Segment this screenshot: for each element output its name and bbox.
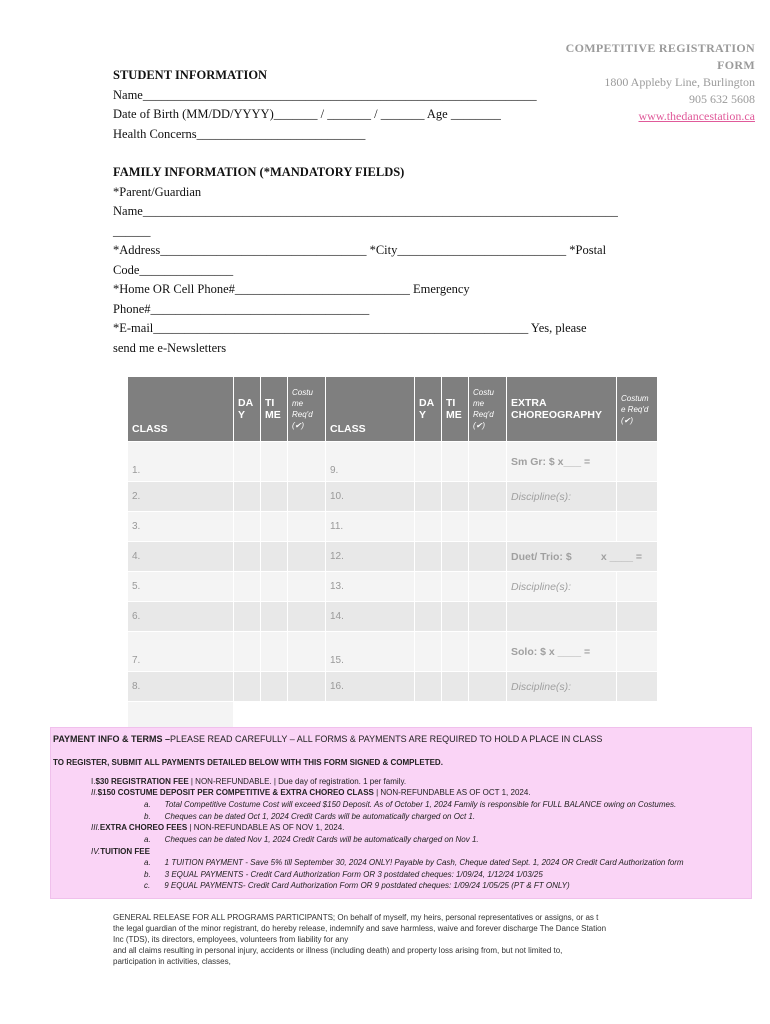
tuition-label: TUITION FEE xyxy=(100,847,150,856)
release-line: participation in activities, classes, xyxy=(113,957,231,966)
student-section xyxy=(113,66,537,144)
costume-cell[interactable] xyxy=(288,542,326,572)
sub-letter: b. xyxy=(144,870,151,879)
student-dob-field[interactable]: Date of Birth (MM/DD/YYYY)_______ / _______ / _______ Age ________ xyxy=(113,107,501,121)
sub-item-b xyxy=(144,812,475,821)
payment-title-line xyxy=(53,734,602,744)
col-class-2: CLASS xyxy=(326,377,415,442)
day-cell[interactable] xyxy=(415,632,442,672)
postal-code-field[interactable]: Code_______________ xyxy=(113,262,234,277)
class-cell[interactable]: 14. xyxy=(326,602,415,632)
email-field[interactable]: *E-mail____________________________________________________________ Yes, please xyxy=(113,321,587,335)
costume-cell[interactable] xyxy=(288,602,326,632)
time-cell[interactable] xyxy=(442,572,469,602)
table-row xyxy=(128,442,658,482)
extra-cell[interactable]: Discipline(s): xyxy=(507,672,617,702)
time-cell[interactable] xyxy=(261,672,288,702)
class-table xyxy=(127,376,658,732)
form-title: COMPETITIVE REGISTRATION xyxy=(565,41,755,55)
address-field[interactable]: *Address_________________________________ *City___________________________ *Postal xyxy=(113,243,607,257)
costume-cell[interactable] xyxy=(617,602,658,632)
costume-cell[interactable] xyxy=(288,632,326,672)
class-cell[interactable]: 12. xyxy=(326,542,415,572)
time-cell[interactable] xyxy=(261,512,288,542)
extra-choreo-detail: | NON-REFUNDABLE AS OF NOV 1, 2024. xyxy=(187,823,345,832)
extra-cell[interactable]: Discipline(s): xyxy=(507,482,617,512)
costume-deposit-line xyxy=(91,788,531,797)
class-cell[interactable]: 3. xyxy=(128,512,234,542)
table-row xyxy=(128,602,658,632)
day-cell[interactable] xyxy=(234,672,261,702)
costume-cell[interactable] xyxy=(469,672,507,702)
time-cell[interactable] xyxy=(442,632,469,672)
costume-deposit-label: $150 COSTUME DEPOSIT PER COMPETITIVE & EXTRA CHOREO CLASS xyxy=(97,788,374,797)
costume-cell[interactable] xyxy=(469,512,507,542)
release-line: and all claims resulting in personal injury, accidents or illness (including death) and property loss arising from, but not limited to, xyxy=(113,946,563,955)
time-cell[interactable] xyxy=(442,542,469,572)
time-cell[interactable] xyxy=(261,442,288,482)
class-cell[interactable]: 10. xyxy=(326,482,415,512)
table-row xyxy=(128,512,658,542)
sub-item-a xyxy=(144,835,479,844)
class-cell[interactable]: 15. xyxy=(326,632,415,672)
class-cell[interactable]: 2. xyxy=(128,482,234,512)
time-cell[interactable] xyxy=(261,632,288,672)
studio-website-link[interactable]: www.thedancestation.ca xyxy=(638,109,755,123)
costume-cell[interactable] xyxy=(288,442,326,482)
extra-cell[interactable] xyxy=(507,512,617,542)
table-header-row xyxy=(128,377,658,442)
time-cell[interactable] xyxy=(442,512,469,542)
day-cell[interactable] xyxy=(415,442,442,482)
col-costume: Costu me Req'd (✔) xyxy=(288,377,326,442)
day-cell[interactable] xyxy=(415,602,442,632)
col-day: DA Y xyxy=(234,377,261,442)
day-cell[interactable] xyxy=(415,572,442,602)
table-row xyxy=(128,572,658,602)
family-section xyxy=(113,163,618,358)
costume-cell[interactable] xyxy=(469,542,507,572)
class-cell[interactable]: 16. xyxy=(326,672,415,702)
costume-cell[interactable] xyxy=(469,572,507,602)
day-cell[interactable] xyxy=(415,512,442,542)
col-time: TI ME xyxy=(261,377,288,442)
costume-cell[interactable] xyxy=(617,442,658,482)
day-cell[interactable] xyxy=(234,442,261,482)
costume-cell[interactable] xyxy=(469,602,507,632)
tuition-line xyxy=(91,847,150,856)
form-title-2: FORM xyxy=(717,58,755,72)
time-cell[interactable] xyxy=(261,572,288,602)
parent-label: *Parent/Guardian xyxy=(113,184,202,199)
item-number: II. xyxy=(91,788,98,797)
choreo-note-a: Cheques can be dated Nov 1, 2024 Credit Cards will be automatically charged on Nov 1. xyxy=(164,835,479,844)
newsletter-label: send me e-Newsletters xyxy=(113,340,227,355)
tuition-note-a: 1 TUITION PAYMENT - Save 5% till September 30, 2024 ONLY! Payable by Cash, Cheque dated Sept. 1, 2024 OR Credit Card Authorization form xyxy=(164,858,684,867)
costume-cell[interactable] xyxy=(617,572,658,602)
day-cell[interactable] xyxy=(234,542,261,572)
col-time-2: TI ME xyxy=(442,377,469,442)
costume-note-b: Cheques can be dated Oct 1, 2024 Credit Cards will be automatically charged on Oct 1. xyxy=(164,812,476,821)
item-number: I. xyxy=(91,777,96,786)
costume-cell[interactable] xyxy=(617,632,658,672)
general-release xyxy=(113,912,663,967)
day-cell[interactable] xyxy=(415,482,442,512)
class-cell[interactable]: 4. xyxy=(128,542,234,572)
sub-letter: a. xyxy=(144,858,151,867)
table-row xyxy=(128,482,658,512)
costume-cell[interactable] xyxy=(469,442,507,482)
costume-deposit-detail: | NON-REFUNDABLE AS OF OCT 1, 2024. xyxy=(373,788,531,797)
item-number: III. xyxy=(91,823,100,832)
payment-info-box xyxy=(50,727,752,899)
costume-note-a: Total Competitive Costume Cost will exceed $150 Deposit. As of October 1, 2024 Family is responsible for FULL BALANCE owing on Costumes. xyxy=(164,800,677,809)
item-number: IV. xyxy=(91,847,101,856)
class-cell[interactable]: 13. xyxy=(326,572,415,602)
release-line: Inc (TDS), its directors, employees, volunteers from liability for any xyxy=(113,935,349,944)
time-cell[interactable] xyxy=(442,672,469,702)
time-cell[interactable] xyxy=(442,602,469,632)
class-cell[interactable]: 9. xyxy=(326,442,415,482)
day-cell[interactable] xyxy=(415,672,442,702)
student-health-field[interactable]: Health Concerns___________________________ xyxy=(113,126,366,141)
extra-choreo-line xyxy=(91,823,344,832)
extra-cell[interactable]: Duet/ Trio: $ x ____ = xyxy=(507,542,658,572)
costume-cell[interactable] xyxy=(288,572,326,602)
payment-title-rest: PLEASE READ CAREFULLY – ALL FORMS & PAYMENTS ARE REQUIRED TO HOLD A PLACE IN CLASS xyxy=(170,734,603,744)
studio-address: 1800 Appleby Line, Burlington xyxy=(604,75,755,89)
time-cell[interactable] xyxy=(261,542,288,572)
extra-cell[interactable] xyxy=(507,602,617,632)
student-heading: STUDENT INFORMATION xyxy=(113,68,268,82)
time-cell[interactable] xyxy=(442,442,469,482)
extra-cell[interactable]: Solo: $ x ____ = xyxy=(507,632,617,672)
release-line: the legal guardian of the minor registrant, do hereby release, indemnify and save harmless, waive and forever discharge The Dance Station xyxy=(113,924,607,933)
col-day-2: DA Y xyxy=(415,377,442,442)
family-heading: FAMILY INFORMATION (*MANDATORY FIELDS) xyxy=(113,165,405,179)
sub-letter: c. xyxy=(144,881,151,890)
costume-cell[interactable] xyxy=(288,672,326,702)
registration-fee-line xyxy=(91,777,406,786)
costume-cell[interactable] xyxy=(288,512,326,542)
costume-cell[interactable] xyxy=(469,632,507,672)
sub-item-c xyxy=(144,881,570,890)
costume-cell[interactable] xyxy=(617,672,658,702)
class-cell[interactable]: 6. xyxy=(128,602,234,632)
day-cell[interactable] xyxy=(234,512,261,542)
class-cell[interactable]: 11. xyxy=(326,512,415,542)
submit-note: TO REGISTER, SUBMIT ALL PAYMENTS DETAILED BELOW WITH THIS FORM SIGNED & COMPLETED. xyxy=(53,758,443,767)
parent-name-field[interactable]: Name____________________________________________________________________________ xyxy=(113,204,618,218)
time-cell[interactable] xyxy=(261,482,288,512)
sub-item-a xyxy=(144,800,676,809)
time-cell[interactable] xyxy=(442,482,469,512)
payment-title: PAYMENT INFO & TERMS – xyxy=(53,734,171,744)
day-cell[interactable] xyxy=(234,602,261,632)
extra-cell[interactable]: Sm Gr: $ x___ = xyxy=(507,442,617,482)
table-row xyxy=(128,542,658,572)
table-row xyxy=(128,672,658,702)
costume-cell[interactable] xyxy=(617,512,658,542)
day-cell[interactable] xyxy=(234,482,261,512)
registration-fee-label: $30 REGISTRATION FEE xyxy=(95,777,189,786)
col-costume-3: Costum e Req'd (✔) xyxy=(617,377,658,442)
phone-field[interactable]: *Home OR Cell Phone#____________________________ Emergency xyxy=(113,282,470,296)
class-cell[interactable]: 1. xyxy=(128,442,234,482)
emergency-phone-field[interactable]: Phone#___________________________________ xyxy=(113,301,370,316)
day-cell[interactable] xyxy=(234,632,261,672)
table-row xyxy=(128,632,658,672)
student-name-field[interactable]: Name_______________________________________________________________ xyxy=(113,87,537,102)
sub-letter: a. xyxy=(144,800,151,809)
class-cell[interactable]: 5. xyxy=(128,572,234,602)
registration-fee-detail: | NON-REFUNDABLE. | Due day of registration. 1 per family. xyxy=(188,777,407,786)
sub-letter: b. xyxy=(144,812,151,821)
studio-phone: 905 632 5608 xyxy=(689,92,755,106)
sub-item-a xyxy=(144,858,684,867)
sub-letter: a. xyxy=(144,835,151,844)
day-cell[interactable] xyxy=(415,542,442,572)
day-cell[interactable] xyxy=(234,572,261,602)
costume-cell[interactable] xyxy=(617,482,658,512)
extra-choreo-label: EXTRA CHOREO FEES xyxy=(99,823,188,832)
time-cell[interactable] xyxy=(261,602,288,632)
col-class: CLASS xyxy=(128,377,234,442)
costume-cell[interactable] xyxy=(469,482,507,512)
tuition-note-c: 9 EQUAL PAYMENTS- Credit Card Authorization Form OR 9 postdated cheques: 1/09/24 1/05/25 (PT & FT ONLY) xyxy=(164,881,570,890)
release-line: GENERAL RELEASE FOR ALL PROGRAMS PARTICIPANTS; On behalf of myself, my heirs, personal representatives or assigns, or as t xyxy=(113,913,599,922)
tuition-note-b: 3 EQUAL PAYMENTS - Credit Card Authorization Form OR 3 postdated cheques: 1/09/24, 1/12/24 1/03/25 xyxy=(164,870,543,879)
class-cell[interactable]: 7. xyxy=(128,632,234,672)
col-extra-choreography: EXTRA CHOREOGRAPHY xyxy=(507,377,617,442)
sub-item-b xyxy=(144,870,543,879)
extra-cell[interactable]: Discipline(s): xyxy=(507,572,617,602)
col-costume-2: Costu me Req'd (✔) xyxy=(469,377,507,442)
class-cell[interactable]: 8. xyxy=(128,672,234,702)
parent-name-cont[interactable]: ______ xyxy=(113,223,151,238)
costume-cell[interactable] xyxy=(288,482,326,512)
